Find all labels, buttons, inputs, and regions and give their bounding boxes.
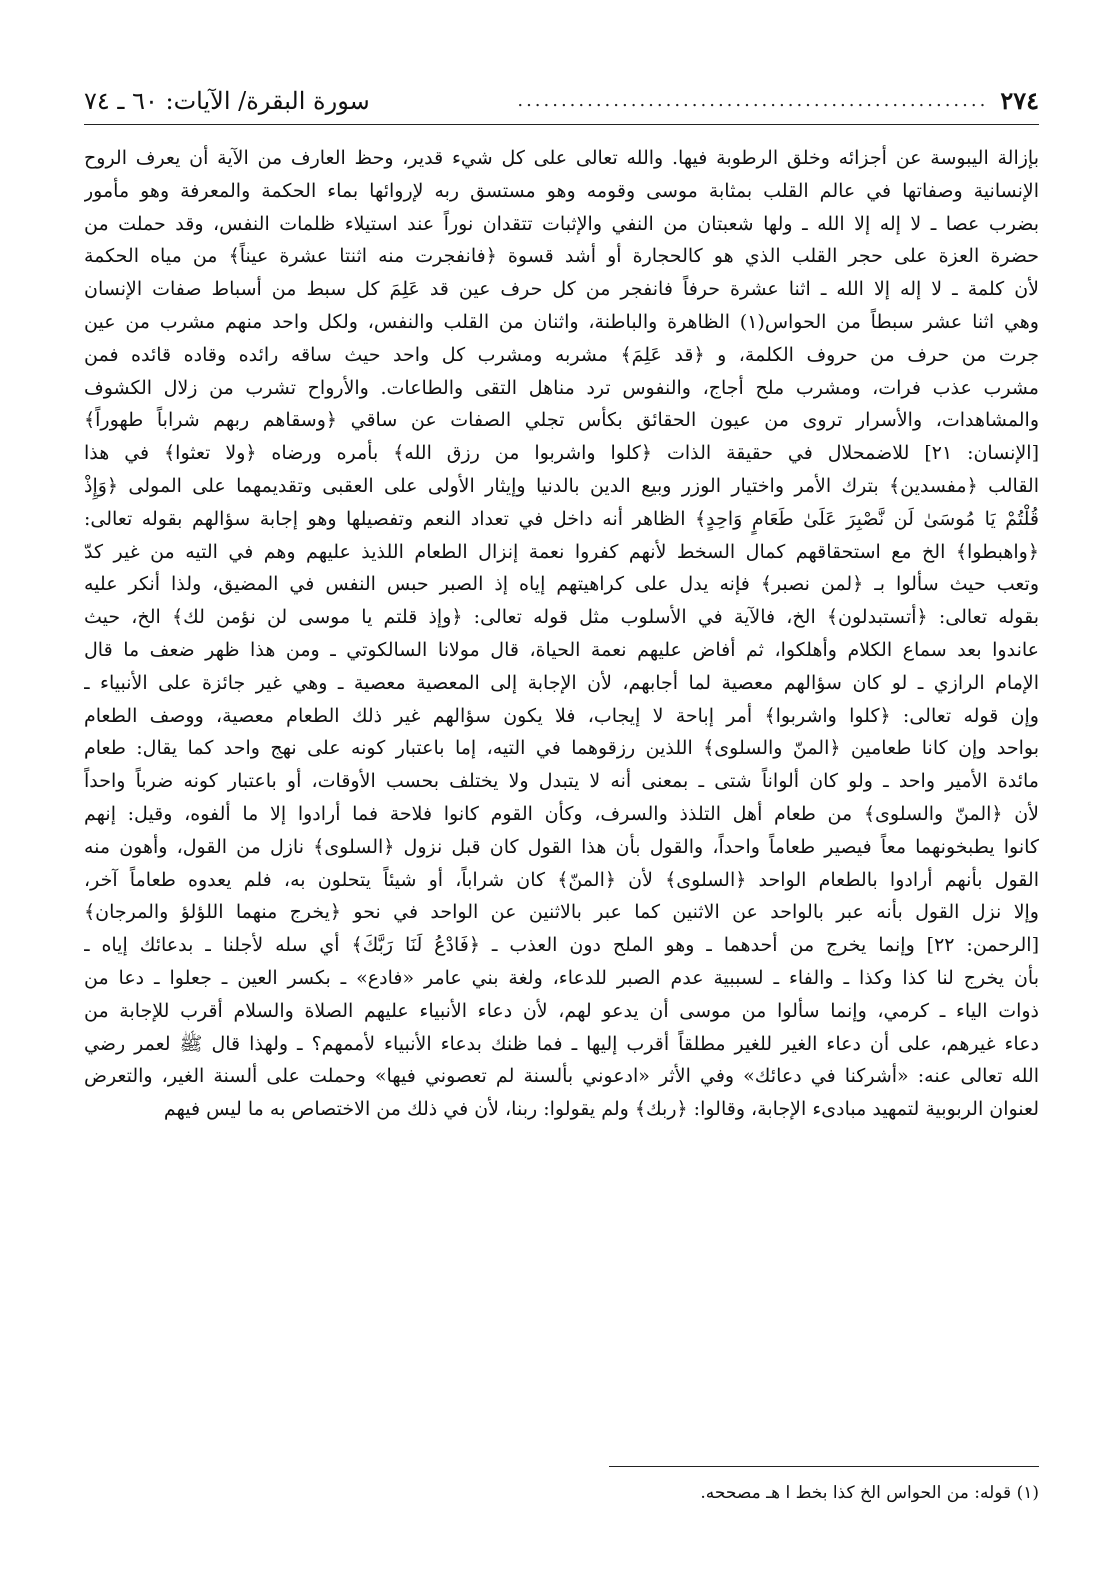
- text-line: [الإنسان: ٢١] للاضمحلال في حقيقة الذات ﴿كلوا واشربوا من رزق الله﴾ بأمره ورضاه ﴿ولا تعثوا﴾ في هذا: [84, 442, 1039, 465]
- text-line: القالب ﴿مفسدين﴾ بترك الأمر واختيار الوزر وبيع الدين بالدنيا وإيثار الأولى على العقبى وتقديمهما على المولى ﴿وَإِذْ: [84, 474, 1039, 497]
- text-line: بواحد وإن كانا طعامين ﴿المنّ والسلوى﴾ اللذين رزقوهما في التيه، إما باعتبار كونه على نهج واحد كما يقال: طعام: [84, 737, 1039, 760]
- text-line: وإن قوله تعالى: ﴿كلوا واشربوا﴾ أمر إباحة لا إيجاب، فلا يكون سؤالهم غير ذلك الطعام معصية، ووصف الطعام: [84, 704, 1039, 727]
- text-line: جرت من حرف من حروف الكلمة، و ﴿قد عَلِمَ﴾ مشربه ومشرب كل واحد حيث ساقه رائده وقاده قائده فمن: [84, 343, 1039, 366]
- running-header: [84, 84, 1039, 118]
- text-line: وإلا نزل القول بأنه عبر بالواحد عن الاثنين كما عبر بالاثنين عن الواحد في نحو ﴿يخرج منهما اللؤلؤ والمرجان﴾: [84, 901, 1039, 924]
- text-line: [الرحمن: ٢٢] وإنما يخرج من أحدهما ـ وهو الملح دون العذب ـ ﴿فَادْعُ لَنَا رَبَّكَ﴾ أي سله لأجلنا ـ بدعائك إياه ـ: [84, 934, 1039, 957]
- text-line: مشرب عذب فرات، ومشرب ملح أجاج، والنفوس ترد مناهل التقى والطاعات. والأرواح تشرب من زلال الكشوف: [84, 376, 1039, 399]
- text-line: ذوات الياء ـ كرمي، وإنما سألوا من موسى أن يدعو لهم، لأن دعاء الأنبياء عليهم الصلاة والسلام أقرب للإجابة من: [84, 999, 1039, 1022]
- text-line: بضرب عصا ـ لا إله إلا الله ـ ولها شعبتان من النفي والإثبات تتقدان نوراً عند استيلاء ظلمات النفس، وقد حملت من: [84, 212, 1039, 235]
- text-line: وتعب حيث سألوا بـ ﴿لمن نصبر﴾ فإنه يدل على كراهيتهم إياه إذ الصبر حبس النفس في المضيق، ولذا أنكر عليه: [84, 573, 1039, 596]
- text-line: القول بأنهم أرادوا بالطعام الواحد ﴿السلوى﴾ لأن ﴿المنّ﴾ كان شراباً، أو شيئاً يتحلون به، فلم يعدوه طعاماً آخر،: [84, 868, 1039, 891]
- text-line: لأن ﴿المنّ والسلوى﴾ من طعام أهل التلذذ والسرف، وكأن القوم كانوا فلاحة فما أرادوا إلا ما ألفوه، وقيل: إنهم: [84, 802, 1039, 825]
- text-line: حضرة العزة على حجر القلب الذي هو كالحجارة أو أشد قسوة ﴿فانفجرت منه اثنتا عشرة عيناً﴾ من مياه الحكمة: [84, 245, 1039, 268]
- text-line: الله تعالى عنه: «أشركنا في دعائك» وفي الأثر «ادعوني بألسنة لم تعصوني فيها» وحملت على ألسنة الغير، والتعرض: [84, 1065, 1039, 1088]
- text-line: قُلْتُمْ يَا مُوسَىٰ لَن نَّصْبِرَ عَلَىٰ طَعَامٍ وَاحِدٍ﴾ الظاهر أنه داخل في تعداد النعم وتفصيلها وهو إجابة سؤالهم بقوله تعالى:: [84, 507, 1039, 530]
- text-line: الإنسانية وصفاتها في عالم القلب بمثابة موسى وقومه وهو مستسق ربه لإروائها بماء الحكمة والمعرفة وهو مأمور: [84, 179, 1039, 202]
- text-line: بإزالة اليبوسة عن أجزائه وخلق الرطوبة فيها. والله تعالى على كل شيء قدير، وحظ العارف من الآية أن يعرف الروح: [84, 147, 1039, 169]
- page-number: ٢٧٤: [1000, 86, 1039, 115]
- text-line: والمشاهدات، والأسرار تروى من عيون الحقائق بكأس تجلي الصفات عن ساقي ﴿وسقاهم ربهم شراباً طهوراً﴾: [84, 409, 1039, 432]
- text-line: بأن يخرج لنا كذا وكذا ـ والفاء ـ لسببية عدم الصبر للدعاء، ولغة بني عامر «فادع» ـ بكسر العين ـ جعلوا ـ دعا من: [84, 966, 1039, 989]
- text-line: عاندوا بعد سماع الكلام وأهلكوا، ثم أفاض عليهم نعمة الحياة، قال مولانا السالكوتي ـ ومن هذا ظهر ضعف ما قال: [84, 638, 1039, 661]
- text-line: وهي اثنا عشر سبطاً من الحواس(١) الظاهرة والباطنة، واثنان من القلب والنفس، ولكل واحد منهم مشرب من عين: [84, 310, 1039, 333]
- text-line: مائدة الأمير واحد ـ ولو كان ألواناً شتى ـ بمعنى أنه لا يتبدل ولا يختلف بحسب الأوقات، أو باعتبار كونه ضرباً واحداً: [84, 770, 1039, 793]
- main-text: [84, 142, 1039, 1126]
- text-line: ﴿واهبطوا﴾ الخ مع استحقاقهم كمال السخط لأنهم كفروا نعمة إنزال الطعام اللذيذ عليهم وهم في التيه من غير كدّ: [84, 540, 1039, 563]
- text-line: دعاء غيرهم، على أن دعاء الغير للغير مطلقاً أقرب إليها ـ فما ظنك بدعاء الأنبياء لأممهم؟ ـ ولهذا قال ﷺ لعمر رضي: [84, 1032, 1039, 1055]
- header-rule: [84, 124, 1039, 125]
- text-line: بقوله تعالى: ﴿أتستبدلون﴾ الخ، فالآية في الأسلوب مثل قوله تعالى: ﴿وإذ قلتم يا موسى لن نؤمن لك﴾ الخ، حيث: [84, 606, 1039, 629]
- footnote: (١) قوله: من الحواس الخ كذا بخط ا هـ مصححه.: [700, 1483, 1039, 1503]
- footnote-separator: [609, 1466, 1039, 1467]
- text-line: الإمام الرازي ـ لو كان سؤالهم معصية لما أجابهم، لأن الإجابة إلى المعصية معصية ـ وهي غير جائزة على الأنبياء ـ: [84, 671, 1039, 694]
- text-line: لعنوان الربوبية لتمهيد مبادىء الإجابة، وقالوا: ﴿ربك﴾ ولم يقولوا: ربنا، لأن في ذلك من الاختصاص به ما ليس فيهم: [163, 1098, 1039, 1121]
- text-line: كانوا يطبخونهما معاً فيصير طعاماً واحداً، والقول بأن هذا القول كان قبل نزول ﴿السلوى﴾ نازل من القول، وأهون منه: [84, 835, 1039, 858]
- text-line: لأن كلمة ـ لا إله إلا الله ـ اثنا عشرة حرفاً فانفجر من كل حرف عين قد عَلِمَ كل سبط من أسباط صفات الإنسان: [84, 278, 1039, 301]
- chapter-title: سورة البقرة/ الآيات: ٦٠ ـ ٧٤: [84, 87, 370, 115]
- header-leader-dots: ......................................................: [517, 90, 989, 111]
